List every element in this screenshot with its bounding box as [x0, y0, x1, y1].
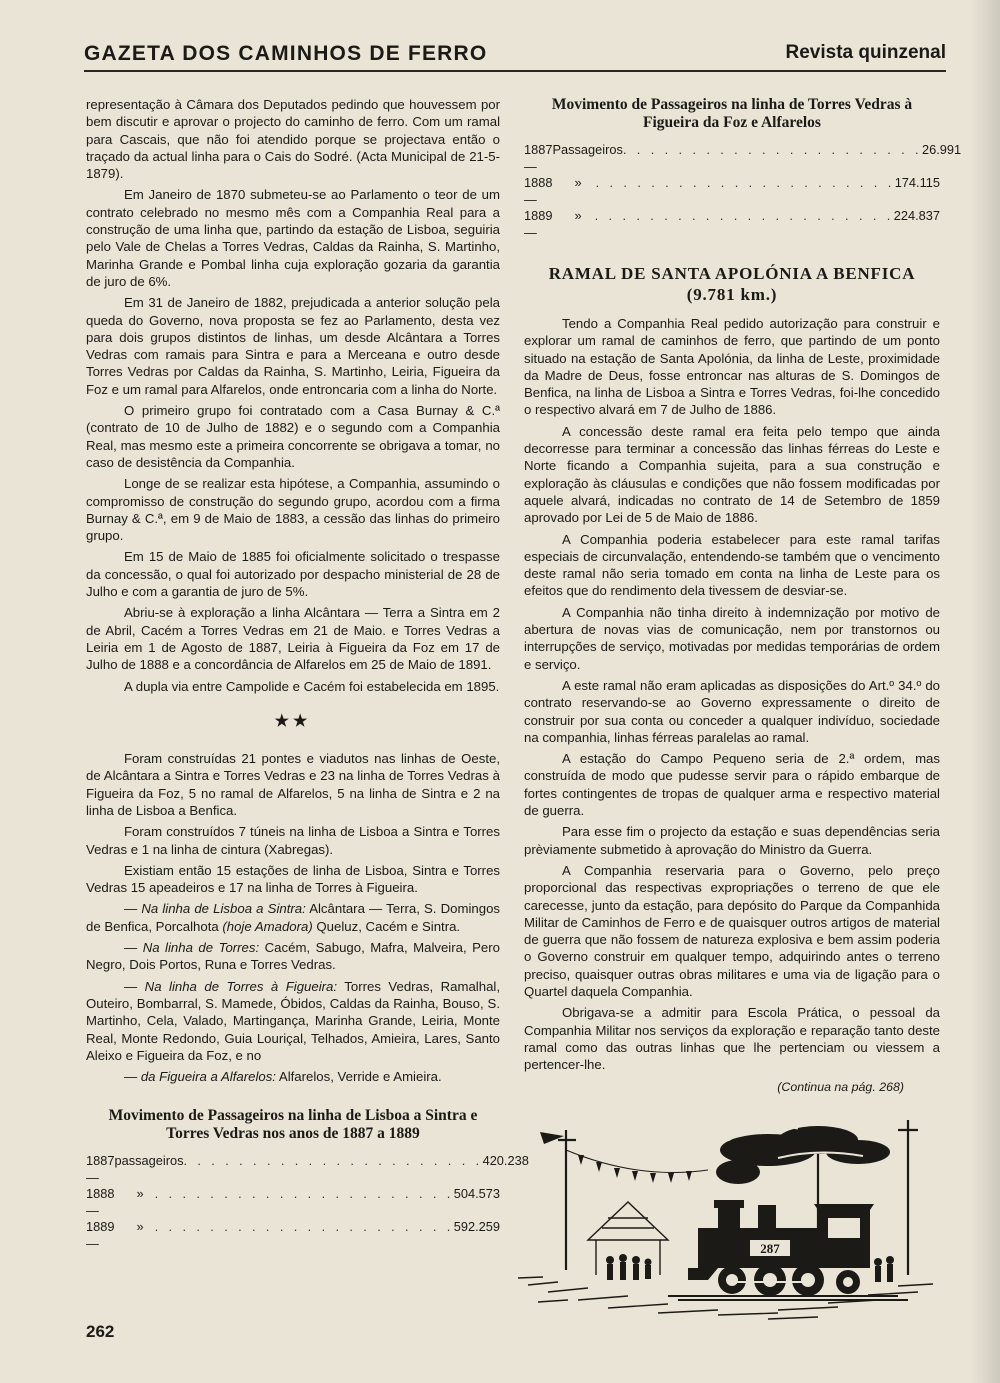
- paragraph: Em Janeiro de 1870 submeteu-se ao Parlamento o teor de um contrato celebrado no mesmo mês com a Companhia Real para a construção de uma linha que, partindo da estação de Lisboa, seguiria pelo Vale de Chelas a Torres Vedras, Caldas da Rainha, S. Martinho, Marinha Grande e Pombal linha cuja exploração gozaria da garantia de juro de 6%.: [86, 187, 500, 289]
- paragraph: Existiam então 15 estações de linha de Lisboa, Sintra e Torres Vedras 15 apeadeiros e 17 na linha de Torres à Figueira.: [86, 862, 500, 896]
- paragraph: Longe de se realizar esta hipótese, a Companhia, assumindo o compromisso de construção do segundo grupo, acordou com a firma Burnay & C.ª, em 9 de Maio de 1883, a cessão das linhas do primeiro grupo.: [86, 476, 500, 544]
- station-names: Alcântara — Terra, S. Domingos de Benfica, Porcalhota: [86, 901, 500, 934]
- leader-dots: . . . . . . . . . . . . . . . . . . . . . .: [622, 142, 922, 157]
- section-heading: RAMAL DE SANTA APOLÓNIA A BENFICA: [548, 264, 916, 283]
- station-list: [86, 978, 500, 1064]
- right-column: [524, 96, 962, 1097]
- table-label: »: [136, 1219, 144, 1235]
- table-title: Movimento de Passageiros na linha de Lisboa a Sintra e Torres Vedras nos anos de 1887 a 1889: [108, 1107, 478, 1143]
- table-year: 1887 —: [524, 142, 553, 174]
- paragraph: representação à Câmara dos Deputados pedindo que houvessem por bem discutir e aprovar o projecto do caminho de ferro. Com um ramal para Cascais, que não foi atendido porque se projectava então o traçado da actual linha para o Cais do Sodré. (Acta Municipal de 21-5-1879).: [86, 97, 500, 182]
- table-year: 1888 —: [86, 1186, 115, 1218]
- station-list: [86, 1068, 500, 1085]
- page-number: 262: [86, 1322, 115, 1341]
- table-title: Movimento de Passageiros na linha de Torres Vedras à Figueira da Foz e Alfarelos: [551, 96, 913, 131]
- paragraph: A este ramal não eram aplicadas as disposições do Art.º 34.º do contrato reservando-se ao Governo expressamente o direito de construir por sua conta ou conceder a qualquer indivíduo, sociedade na companhia, linhas férreas paralelas ao ramal.: [524, 677, 940, 745]
- paragraph: A Companhia poderia estabelecer para este ramal tarifas especiais de circunvalação, entendendo-se também que o vencimento deste ramal não seria tomado em conta na linha de Leste para os efeitos que do rendimento dela tivessem de desviar-se.: [524, 531, 940, 599]
- table-row: [86, 1219, 500, 1252]
- table-year: 1889 —: [524, 208, 553, 240]
- paragraph: Tendo a Companhia Real pedido autorização para construir e explorar um ramal de caminhos de ferro, que partindo de um ponto situado na estação de Santa Apolónia, da linha de Leste, proximidade da Madre de Deus, fosse entroncar nas alturas de S. Domingos de Benfica, na linha de Lisboa a Sintra e Torres Vedras, foi-lhe concedido o respectivo alvará em 7 de Julho de 1886.: [524, 316, 940, 418]
- station-list: [86, 900, 500, 935]
- smoke-plume: [716, 1126, 890, 1184]
- table-label: »: [574, 175, 582, 190]
- line-name: — Na linha de Lisboa a Sintra:: [124, 901, 306, 917]
- paragraph: A concessão deste ramal era feita pelo tempo que ainda decorresse para terminar a concessão das linhas férreas do Leste e Norte ficando a Companhia sujeita, para a sua construção e exploração às cláusulas e condições que não fossem modificadas por aquele alvará, indicadas no contrato de 14 de Setembro de 1859 aprovado por Lei de 5 de Maio de 1886.: [524, 423, 940, 526]
- station-names: Queluz, Cacém e Sintra.: [312, 918, 461, 934]
- table-value: 26.991: [921, 142, 962, 157]
- table-row: [86, 1153, 529, 1186]
- station-names: Alfarelos, Verride e Amieira.: [275, 1069, 442, 1085]
- paragraph: Obrigava-se a admitir para Escola Prática, o pessoal da Companhia Militar nos serviços da exploração e reparação tanto deste ramal como das outras linhas que lhe pertenciam ou viessem a pertencer-lhe.: [524, 1005, 940, 1073]
- table-value: 224.837: [893, 208, 940, 223]
- table-year: 1887 —: [86, 1153, 115, 1185]
- paragraph: Em 15 de Maio de 1885 foi oficialmente solicitado o trespasse da concessão, o qual foi autorizado por despacho ministerial de 28 de Julho e com a garantia de juro de 5%.: [86, 549, 500, 600]
- table-value: 592.259: [453, 1219, 500, 1235]
- line-name: — da Figueira a Alfarelos:: [124, 1069, 276, 1085]
- section-subheading: (9.781 km.): [686, 285, 778, 304]
- paragraph: A Companhia não tinha direito à indemnização por motivo de abertura de novas vias de comunicação, nem por transtornos ou interrupções de serviço, motivadas por medidas temporárias de ordem e serviço.: [524, 604, 940, 672]
- running-header: [84, 38, 946, 68]
- table-value: 174.115: [894, 175, 940, 190]
- paragraph: A dupla via entre Campolide e Cacém foi estabelecida em 1895.: [124, 678, 500, 694]
- paragraph: A Companhia reservaria para o Governo, pelo preço proporcional das respectivas expropriações o terreno de que ele carecesse, junto da estação, para depósito do Parque da Companhida Militar de Caminhos de Ferro e de quaisquer outros artigos de material de guerra que não fossem de natureza explosiva e bem assim poderia o Governo construir em qualquer tempo, adquirindo antes o terreno preciso, quaisquer outras obras militares e uma via de ligação para o Quartel daquela Companhia.: [524, 862, 940, 999]
- station-names: Cacém, Sabugo, Mafra, Malveira, Pero Negro, Dois Portos, Runa e Torres Vedras.: [86, 940, 500, 973]
- station-names: Torres Vedras, Ramalhal, Outeiro, Bombarral, S. Mamede, Óbidos, Caldas da Rainha, Bouso, S. Martinho, Cela, Valado, Martingança, Marinha Grande, Leiria, Monte Real, Monte Redondo, Guia Louriçal, Telhados, Amieira, Lares, Santo Aleixo e Figueira da Foz, e no: [86, 978, 501, 1063]
- section-separator: ★★: [274, 712, 312, 730]
- paragraph: Foram construídas 21 pontes e viadutos nas linhas de Oeste, de Alcântara a Sintra e Torres Vedras e 23 na linha de Torres Vedras à Figueira da Foz, 5 no ramal de Alfarelos, 5 na linha de Sintra e 2 na linha de Lisboa a Benfica.: [86, 751, 500, 818]
- line-name: — Na linha de Torres:: [124, 940, 260, 956]
- left-column: [86, 96, 529, 1252]
- continuation-note: (Continua na pág. 268): [777, 1080, 904, 1095]
- line-name: — Na linha de Torres à Figueira:: [124, 978, 338, 994]
- rails: [668, 1296, 908, 1300]
- leader-dots: . . . . . . . . . . . . . . . . . . . . . .: [154, 1219, 454, 1235]
- table-year: 1889 —: [86, 1219, 115, 1251]
- table-row: [524, 208, 940, 241]
- table-row: [524, 175, 940, 208]
- table-label: »: [574, 208, 582, 223]
- paragraph: Em 31 de Janeiro de 1882, prejudicada a anterior solução pela queda do Governo, nova proposta se fez ao Parlamento, desta vez para dois grupos distintos de linhas, um desde Alcântara a Torres Vedras com ramais para Sintra e para a Merceana e outro desde Torres Vedras por Caldas da Rainha, S. Martinho, Leiria, Figueira da Foz e um ramal para Alfarelos, onde entroncaria com a linha do Norte.: [86, 295, 500, 397]
- table-row: [524, 142, 962, 175]
- train-illustration: [518, 1110, 938, 1322]
- station-list: [86, 939, 500, 974]
- paragraph: O primeiro grupo foi contratado com a Casa Burnay & C.ª (contrato de 10 de Julho de 1882) e o segundo com a Companhia Real, mas mesmo este a primeira concorrente se obrigava a tomar, no caso de desistência da Companhia.: [86, 403, 500, 470]
- station-pavilion: [588, 1202, 668, 1275]
- station-note: (hoje Amadora): [222, 918, 313, 934]
- table-label: »: [136, 1186, 144, 1202]
- table-value: 420.238: [482, 1153, 529, 1169]
- table-year: 1888 —: [524, 175, 553, 207]
- locomotive-number: 287: [760, 1241, 780, 1256]
- publication-subtitle: Revista quinzenal: [785, 42, 946, 63]
- paragraph: Para esse fim o projecto da estação e suas dependências seria prèviamente submetido à aprovação do Ministro da Guerra.: [524, 824, 940, 857]
- table-row: [86, 1186, 500, 1219]
- binding-shadow: [970, 0, 1000, 1383]
- publication-title: GAZETA DOS CAMINHOS DE FERRO: [84, 42, 488, 65]
- table-label: passageiros: [114, 1153, 184, 1169]
- leader-dots: . . . . . . . . . . . . . . . . . . . . . .: [154, 1186, 454, 1202]
- leader-dots: . . . . . . . . . . . . . . . . . . . . . .: [594, 208, 894, 223]
- paragraph: A estação do Campo Pequeno seria de 2.ª ordem, mas construída de modo que pudesse servir para o rápido embarque de fortes contingentes de tropas de qualquer arma e respectivo material de guerra.: [524, 751, 940, 819]
- leader-dots: . . . . . . . . . . . . . . . . . . . . . .: [183, 1153, 483, 1169]
- paragraph: Abriu-se à exploração a linha Alcântara — Terra a Sintra em 2 de Abril, Cacém a Torres Vedras em 21 de Maio. e Torres Vedras a Leiria em 1 de Agosto de 1887, Leiria à Figueira da Foz em 17 de Julho de 1888 e a concordância de Alfarelos em 25 de Maio de 1891.: [86, 605, 500, 673]
- table-value: 504.573: [453, 1186, 500, 1202]
- paragraph: Foram construídos 7 túneis na linha de Lisboa a Sintra e Torres Vedras e 1 na linha de cintura (Xabregas).: [86, 824, 500, 857]
- passenger-table: [524, 142, 962, 241]
- table-label: Passageiros: [552, 142, 623, 157]
- passenger-table: [86, 1153, 529, 1252]
- locomotive: [688, 1200, 874, 1296]
- leader-dots: . . . . . . . . . . . . . . . . . . . . . .: [595, 175, 895, 190]
- header-rule: [84, 70, 946, 72]
